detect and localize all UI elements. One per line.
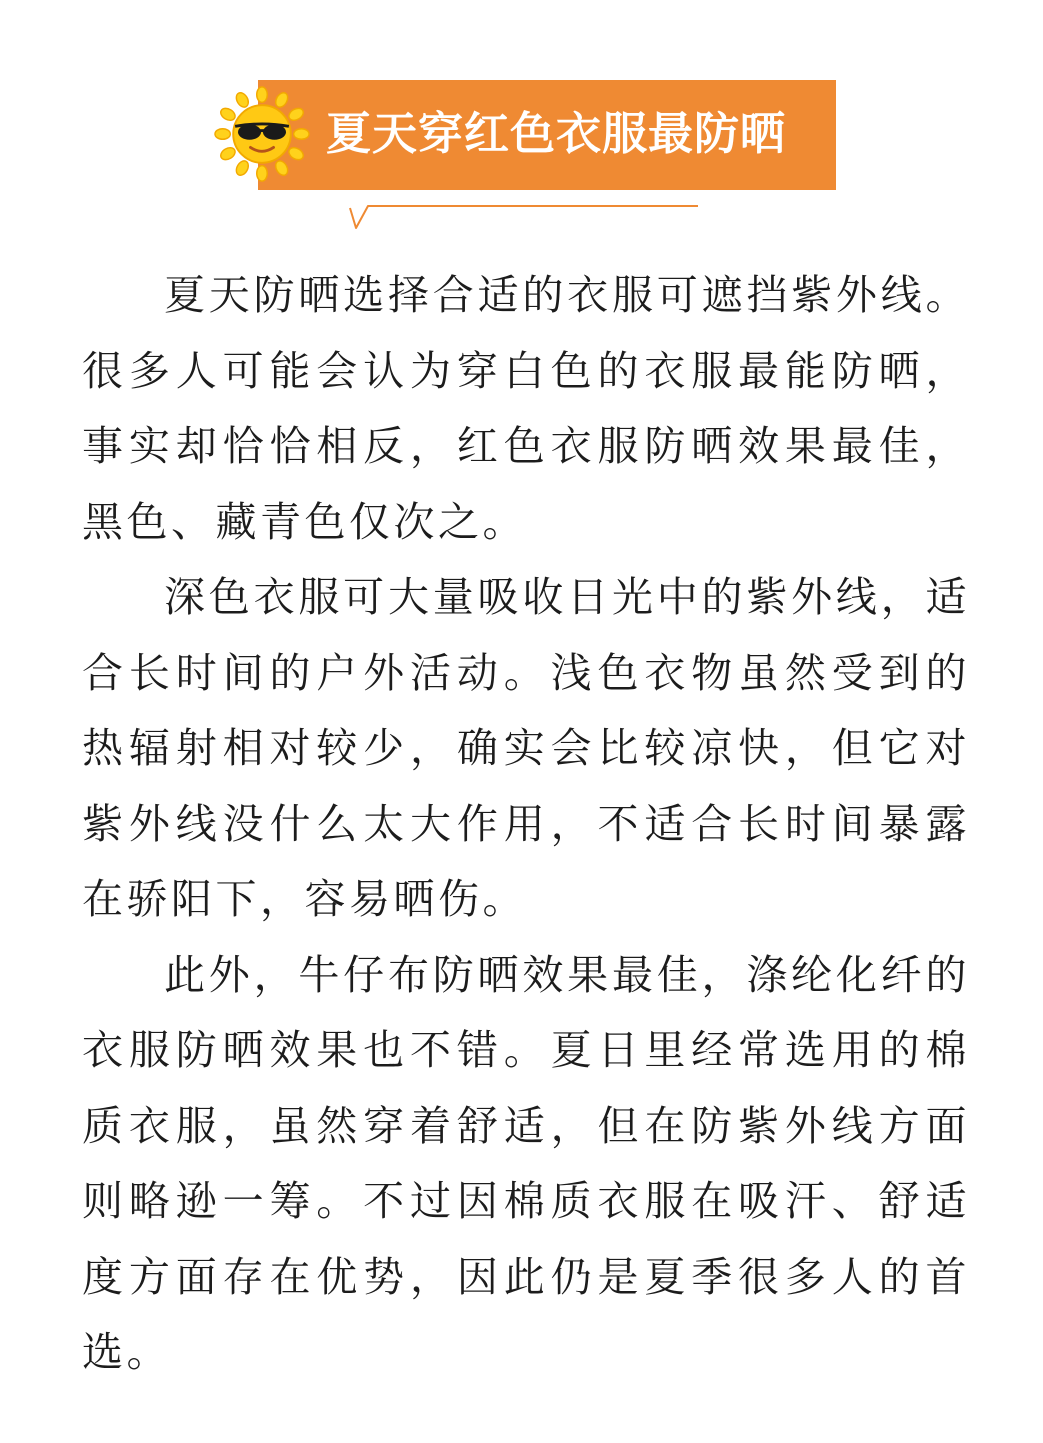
article-paragraph: 深色衣服可大量吸收日光中的紫外线，适合长时间的户外活动。浅色衣物虽然受到的热辐射相对较少，确实会比较凉快，但它对紫外线没什么太大作用，不适合长时间暴露在骄阳下，容易晒伤。	[82, 573, 970, 923]
page-title: 夏天穿红色衣服最防晒	[326, 107, 787, 160]
article-paragraph: 此外，牛仔布防晒效果最佳，涤纶化纤的衣服防晒效果也不错。夏日里经常选用的棉质衣服，虽然穿着舒适，但在防紫外线方面则略逊一筹。不过因棉质衣服在吸汗、舒适度方面存在优势，因此仍是夏季很多人的首选。	[82, 950, 970, 1376]
title-underline-decoration	[346, 200, 706, 236]
article-body	[82, 258, 970, 1391]
sun-with-sunglasses-icon	[214, 86, 310, 182]
article-paragraph: 夏天防晒选择合适的衣服可遮挡紫外线。很多人可能会认为穿白色的衣服最能防晒，事实却恰恰相反，红色衣服防晒效果最佳，黑色、藏青色仅次之。	[82, 271, 970, 546]
